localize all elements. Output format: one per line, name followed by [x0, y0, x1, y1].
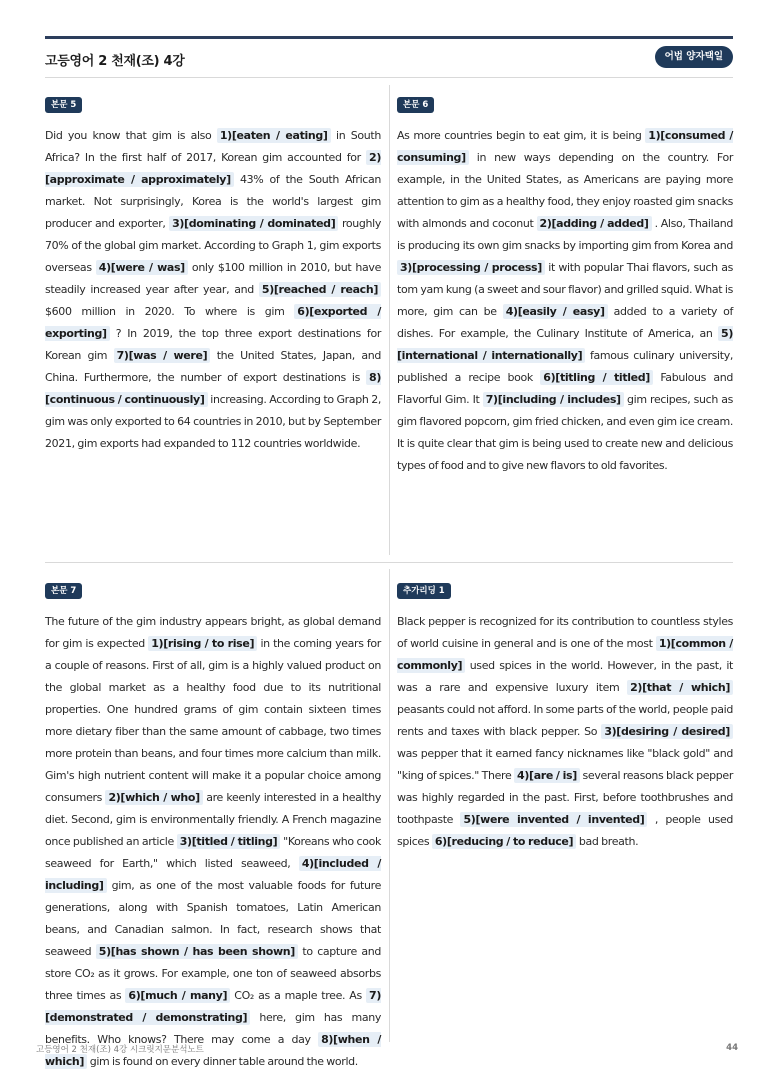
passage-text: only $100 million in 2010, but have steadily increased year after year, and: [45, 261, 381, 296]
passage-text: peasants could not afford. In some parts of the world, people paid rents and taxes with black pepper. So: [397, 703, 733, 738]
passage-6: [397, 92, 733, 477]
column-divider-bottom: [389, 569, 390, 1042]
passage-text: 43% of the South African market. Not surprisingly, Korea is the world's largest gim producer and exporter,: [45, 173, 381, 230]
passage-tag: 본문 7: [45, 583, 82, 599]
choice-blank: 3)[desiring / desired]: [601, 724, 733, 739]
passage-text: Black pepper is recognized for its contribution to countless styles of world cuisine in general and is one of the most: [397, 615, 733, 650]
choice-blank: 3)[processing / process]: [397, 260, 545, 275]
passage-text: $600 million in 2020. To where is gim: [45, 305, 295, 318]
page-title: 고등영어 2 천재(조) 4강: [45, 54, 185, 69]
passage-text: are keenly interested in a healthy diet. Second, gim is environmentally friendly. A French magazine once published an article: [45, 791, 381, 848]
passage-text: in new ways depending on the country. For example, in the United States, as Americans are paying more attention to gim as a healthy food, they enjoy roasted gim snacks with almonds and coconut: [397, 151, 733, 230]
choice-blank: 3)[dominating / dominated]: [169, 216, 338, 231]
choice-blank: 4)[included / including]: [45, 857, 381, 892]
choice-blank: 1)[common / commonly]: [397, 637, 733, 672]
passage-text: gim is found on every dinner table around the world.: [87, 1055, 358, 1068]
top-rule: [45, 36, 733, 39]
passage-text: here, gim has many benefits. Who knows? There may come a day: [45, 1011, 381, 1046]
passage-text: gim, as one of the most valuable foods for future generations, along with Spanish tomatoes, Latin American beans, and Canadian salmon. In fact, research shows that seaweed: [45, 879, 381, 958]
passage-text: in South Africa? In the first half of 2017, Korean gim accounted for: [45, 129, 382, 164]
choice-blank: 3)[titled / titling]: [177, 834, 281, 849]
passage-text: gim recipes, such as gim flavored popcorn, gim fried chicken, and even gim ice cream. It is quite clear that gim is being used to create new and delicious types of food and to give new flavors to old favorites.: [397, 393, 734, 472]
extra-reading-1: [397, 578, 733, 853]
passage-text: Did you know that gim is also: [45, 129, 217, 142]
passage-body: [397, 611, 733, 853]
choice-blank: 5)[were invented / invented]: [460, 812, 647, 827]
passage-text: Fabulous and Flavorful Gim. It: [397, 371, 734, 406]
category-badge: 어법 양자택일: [655, 46, 733, 68]
passage-text: The future of the gim industry appears bright, as global demand for gim is expected: [45, 615, 381, 650]
passage-text: added to a variety of dishes. For example, the Culinary Institute of America, an: [397, 305, 733, 340]
choice-blank: 7)[was / were]: [114, 348, 211, 363]
choice-blank: 1)[consumed / consuming]: [397, 129, 733, 164]
passage-text: CO₂ as a maple tree. As: [230, 989, 367, 1002]
choice-blank: 1)[eaten / eating]: [217, 128, 331, 143]
choice-blank: 6)[titling / titled]: [540, 370, 653, 385]
column-divider-top: [389, 85, 390, 555]
choice-blank: 5)[has shown / has been shown]: [96, 944, 298, 959]
choice-blank: 7)[including / includes]: [483, 392, 624, 407]
passage-tag: 추가리딩 1: [397, 583, 451, 599]
passage-tag: 본문 5: [45, 97, 82, 113]
choice-blank: 2)[adding / added]: [537, 216, 652, 231]
passage-5: [45, 92, 381, 455]
passage-text: increasing. According to Graph 2, gim was only exported to 64 countries in 2010, but by September 2021, gim exports had expanded to 112 countries worldwide.: [45, 393, 382, 450]
choice-blank: 2)[that / which]: [627, 680, 733, 695]
choice-blank: 2)[approximate / approximately]: [45, 151, 381, 186]
choice-blank: 5)[international / internationally]: [397, 327, 733, 362]
passage-7: [45, 578, 381, 1073]
passage-text: the United States, Japan, and China. Furthermore, the number of export destinations is: [45, 349, 381, 384]
header-divider: [45, 77, 733, 78]
passage-body: [45, 611, 381, 1073]
passage-tag: 본문 6: [397, 97, 434, 113]
footer-title: 고등영어 2 천재(조) 4강 시크릿지문분석노트: [36, 1045, 204, 1055]
choice-blank: 7)[demonstrated / demonstrating]: [45, 989, 381, 1024]
passage-body: [397, 125, 733, 477]
passage-text: famous culinary university, published a recipe book: [397, 349, 733, 384]
choice-blank: 4)[easily / easy]: [503, 304, 608, 319]
choice-blank: 6)[much / many]: [125, 988, 230, 1003]
choice-blank: 5)[reached / reach]: [259, 282, 381, 297]
page-header: [45, 46, 733, 72]
passage-text: bad breath.: [576, 835, 639, 848]
passage-text: in the coming years for a couple of reasons. First of all, gim is a highly valued product on the global market as a healthy food due to its nutritional properties. One hundred grams of gim contain sixteen times more dietary fiber than the same amount of cabbage, two times more protein than beans, and four times more calcium than milk. Gim's high nutrient content will make it a popular choice among consumers: [45, 637, 381, 804]
passage-text: "Koreans who cook seaweed for Earth," which listed seaweed,: [45, 835, 382, 870]
choice-blank: 8)[when / which]: [45, 1033, 381, 1068]
passage-text: several reasons black pepper was highly regarded in the past. First, before toothbrushes and toothpaste: [397, 769, 733, 826]
passage-text: ? In 2019, the top three export destinations for Korean gim: [45, 327, 381, 362]
passage-text: . Also, Thailand is producing its own gim snacks by importing gim from Korea and: [397, 217, 733, 252]
passage-text: As more countries begin to eat gim, it is being: [397, 129, 646, 142]
choice-blank: 8)[continuous / continuously]: [45, 371, 381, 406]
passage-text: roughly 70% of the global gim market. According to Graph 1, gim exports overseas: [45, 217, 382, 274]
choice-blank: 2)[which / who]: [105, 790, 202, 805]
passage-text: to capture and store CO₂ as it grows. For example, one ton of seaweed absorbs three times as: [45, 945, 381, 1002]
page-number: 44: [726, 1043, 738, 1053]
passage-text: used spices in the world. However, in the past, it was a rare and expensive luxury item: [397, 659, 733, 694]
passage-body: [45, 125, 381, 455]
choice-blank: 4)[are / is]: [514, 768, 580, 783]
passage-text: was pepper that it earned fancy nicknames like "black gold" and "king of spices." There: [397, 747, 733, 782]
choice-blank: 1)[rising / to rise]: [148, 636, 257, 651]
choice-blank: 6)[exported / exporting]: [45, 305, 382, 340]
passage-text: , people used spices: [397, 813, 734, 848]
middle-divider: [45, 562, 733, 563]
passage-text: it with popular Thai flavors, such as tom yam kung (a sweet and sour flavor) and grilled squid. What is more, gim can be: [397, 261, 733, 318]
choice-blank: 4)[were / was]: [96, 260, 188, 275]
choice-blank: 6)[reducing / to reduce]: [432, 834, 576, 849]
